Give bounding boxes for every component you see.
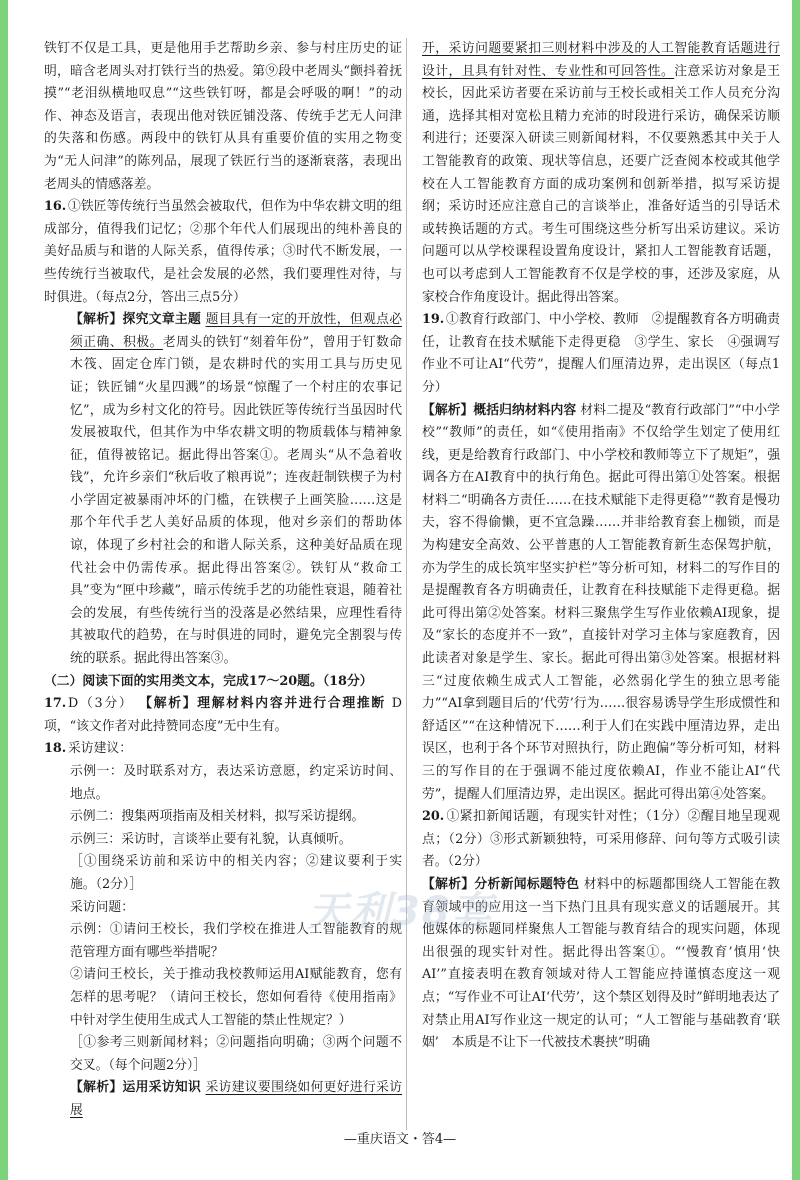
q15-analysis-continued: 铁钉不仅是工具，更是他用手艺帮助乡亲、参与村庄历史的证明，暗含老周头对打铁行当的热爱。第⑨段中老周头“颤抖着抚摸”“老泪纵横地叹息”“这些铁钉呀，都是会呼吸的啊！”的动作、神态及语言，表现出他对铁匠铺没落、传统手艺无人问津的失落和伤感。两段中的铁钉从具有重要价值的实用之物变为“无人问津”的陈列品，展现了铁匠行当的逐渐衰落，表现出老周头的情感落差。: [44, 41, 402, 192]
q19-analysis-tag: 【解析】概括归纳材料内容: [422, 402, 577, 418]
q20-analysis: [422, 874, 780, 1055]
question-number-19: 19.: [422, 312, 445, 328]
question-number-20: 20.: [422, 809, 445, 825]
q20-answer-text: ①紧扣新闻话题，有现实针对性；（1分）②醒目地呈现观点；（2分）③形式新颖独特，可采用修辞、问句等方式吸引读者。（2分）: [422, 809, 780, 870]
q20-analysis-tag: 【解析】分析新闻标题特色: [422, 876, 580, 892]
page-footer: —重庆语文・答4—: [343, 1132, 457, 1147]
q16-answer-text: ①铁匠等传统行当虽然会被取代，但作为中华农耕文明的组成部分，值得我们记忆；②那个年代人们展现出的纯朴善良的美好品质与和谐的人际关系，值得传承；③时代不断发展，一些传统行当被取代，是社会发展的必然，我们要理性对待，与时俱进。（每点2分，答出三点5分）: [44, 199, 402, 305]
q16-analysis: [44, 309, 402, 671]
q18-answer: [44, 738, 402, 761]
q18-analysis-continued: [422, 38, 780, 309]
q19-answer: [422, 309, 780, 399]
q19-analysis-text: 材料二提及“教育行政部门”“中小学校”“教师”的责任，如“《使用指南》不仅给学生划定了使用红线，更是给教育行政部门、中小学校和教师等立下了规矩”，强调各方在AI教育中的执行角色。据此可得出第①处答案。根据材料二“明确各方责任……在技术赋能下走得更稳”“教育是慢功夫，容不得偷懒，更不宜急躁……并非给教育套上枷锁，而是为构建安全高效、公平普惠的人工智能教育新生态保驾护航，亦为学生的成长筑牢坚实护栏”等分析可知，材料二的写作目的是提醒教育各方明确责任，让教育在科技赋能下走得更稳。据此可得出第②处答案。材料三聚焦学生写作业依赖AI现象，提及“家长的态度并不一致”，直接针对学习主体与家庭教育，因此读者对象是学生、家长。据此可得出第③处答案。根据材料三“过度依赖生成式人工智能，必然弱化学生的独立思考能力”“AI拿到题目后的‘代劳’行为……很容易诱导学生形成惯性和舒适区”“在这种情况下……利于人们在实践中厘清边界，走出误区，也利于各个环节对照执行，防止跑偏”等分析可知，材料三的写作目的在于强调不能过度依赖AI，作业不能让AI“代劳”，提醒人们厘清边界，走出误区。据此可得出第④处答案。: [422, 402, 780, 802]
question-number-16: 16.: [44, 199, 67, 215]
q18-line-3: 示例二：搜集两项指南及相关材料，拟写采访提纲。: [70, 809, 365, 825]
q16-analysis-text: 老周头的铁钉“刻着年份”，曾用于钉数命木筏、固定仓库门锁，是农耕时代的实用工具与历史见证；铁匠铺“火星四溅”的场景“惊醒了一个村庄的农事记忆”，成为乡村文化的符号。因此铁匠等传统行当虽因时代发展被取代，但其作为中华农耕文明的物质载体与精神象征，值得被铭记。据此得出答案①。老周头“从不急着收钱”，允许乡亲们“秋后收了粮再说”；连夜赶制铁楔子为村小学固定被暴雨冲坏的门槛，在铁楔子上画笑脸……这是那个年代手艺人美好品质的体现，他对乡亲们的帮助体谅，体现了乡村社会的和谐人际关系，这种美好品质在现代社会中仍需传承。据此得出答案②。铁钉从“救命工具”变为“匣中珍藏”，暗示传统手艺的功能性衰退，随着社会的发展，有些传统行当的没落是必然结果，应理性看待其被取代的趋势，在与时俱进的同时，避免完全割裂与传统的联系。据此得出答案③。: [70, 334, 403, 667]
q18-analysis: [44, 1077, 402, 1122]
q19-analysis: [422, 400, 780, 807]
q20-analysis-text: 材料中的标题都围绕人工智能在教育领域中的应用这一当下热门且具有现实意义的话题展开。其他媒体的标题同样聚焦人工智能与教育结合的现实问题，体现出很强的现实针对性。据此得出答案①。“‘慢教育’慎用‘快AI’”直接表明在教育领域对待人工智能应持谨慎态度这一观点；“写作业不可让AI‘代劳’，这个禁区划得及时”鲜明地表达了对禁止用AI写作业这一规定的认可；“人工智能与基础教育‘联姻’ 本质是不让下一代被技术裹挟”明确: [422, 876, 781, 1051]
q18-line-7: 示例：①请问王校长，我们学校在推进人工智能教育的规范管理方面有哪些举措呢？: [70, 922, 402, 960]
section-heading-2: （二）阅读下面的实用类文本，完成17～20题。（18分）: [44, 673, 373, 689]
q18-line-8: ②请问王校长，关于推动我校教师运用AI赋能教育，您有怎样的思考呢？（请问王校长，您如何看待《使用指南》中针对学生使用生成式人工智能的禁止性规定？）: [70, 967, 402, 1028]
q20-answer: [422, 806, 780, 874]
question-number-18: 18.: [44, 741, 67, 757]
q16-analysis-underlined: 题目具有一定的开放性，但观点必须正确、积极。: [70, 312, 402, 350]
q16-analysis-tag: 【解析】探究文章主题: [70, 312, 202, 328]
left-column: [44, 38, 402, 1123]
q18-line-5: ［①围绕采访前和采访中的相关内容；②建议要利于实施。（2分）］: [70, 854, 402, 892]
q17-analysis-tag: 【解析】理解材料内容并进行合理推断: [139, 696, 386, 712]
q18-line-4: 示例三：采访时，言谈举止要有礼貌，认真倾听。: [70, 831, 352, 847]
right-column: [422, 38, 780, 1055]
q18-line-2: 示例一：及时联系对方，表达采访意愿，约定采访时间、地点。: [70, 764, 402, 802]
q18-analysis-underlined-cont: 开，采访问题要紧扣三则材料中涉及的人工智能教育话题进行设计，且具有针对性、专业性和可回答性。: [422, 41, 780, 79]
q17-answer-text: D（3分）: [68, 696, 134, 712]
question-number-17: 17.: [44, 696, 67, 712]
column-divider: [406, 38, 407, 1130]
q17-answer: [44, 693, 402, 738]
q16-answer: [44, 196, 402, 309]
q18-line-6: 采访问题：: [70, 899, 134, 915]
q19-answer-text: ①教育行政部门、中小学校、教师 ②提醒教育各方明确责任，让教育在技术赋能下走得更稳 ③学生、家长 ④强调写作业不可让AI“代劳”，提醒人们厘清边界，走出误区（每点1分）: [422, 312, 780, 395]
q18-analysis-underlined: 采访建议要围绕如何更好进行采访展: [70, 1080, 402, 1118]
q18-line-9: ［①参考三则新闻材料；②问题指向明确；③两个问题不交叉。（每个问题2分）］: [70, 1035, 402, 1073]
publisher-watermark: 天利38套: [308, 889, 494, 935]
q17-analysis-text: D项，“该文作者对此持赞同态度”无中生有。: [44, 696, 403, 734]
q18-analysis-text: 注意采访对象是王校长，因此采访者要在采访前与王校长或相关工作人员充分沟通，选择其相对宽松且精力充沛的时段进行采访，确保采访顺利进行；还要深入研读三则新闻材料，不仅要熟悉其中关于人工智能教育的政策、现状等信息，还要广泛查阅本校或其他学校在人工智能教育方面的成功案例和创新举措，拟写采访提纲；采访时还应注意自己的言谈举止，准备好适当的引导话术或转换话题的方式。考生可围绕这些分析写出采访建议。采访问题可以从学校课程设置角度设计，紧扣人工智能教育话题，也可以考虑到人工智能教育不仅是学校的事，还涉及家庭，从家校合作角度设计。据此得出答案。: [422, 63, 781, 305]
q18-analysis-tag: 【解析】运用采访知识: [70, 1080, 202, 1096]
q18-line-1: 采访建议：: [68, 741, 132, 757]
